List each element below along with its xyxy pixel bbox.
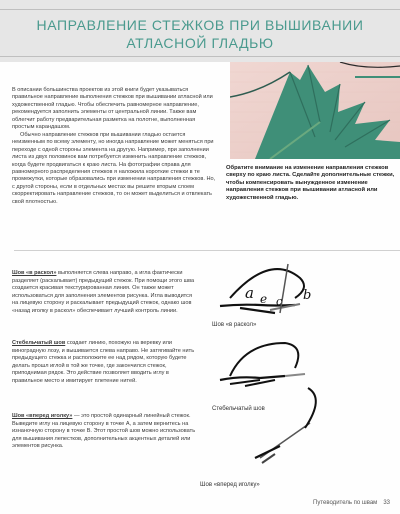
photo-caption: Обратите внимание на изменение направления стежков сверху по краю листа. Сделайте дополнительные стежки, чтобы компенсировать вынужденное изменение направления стежков при вышивании атласной или художественной гладью. — [226, 165, 395, 201]
page-number: 33 — [383, 500, 390, 506]
page-title-line2: АТЛАСНОЙ ГЛАДЬЮ — [126, 35, 274, 51]
header-rule-top — [0, 9, 400, 10]
intro-text — [12, 87, 218, 206]
stitch-illustrations — [200, 258, 400, 498]
split-stitch-diagram — [220, 264, 311, 313]
running-stitch-section — [12, 413, 197, 451]
caption-split-stitch: Шов «в раскол» — [212, 322, 257, 328]
stem-stitch-title: Стебельчатый шов — [12, 340, 66, 346]
running-stitch-text: — это простой одинарный линейный стежок. Выведите иглу на лицевую сторону в точке A, а затем вернитесь на изнаночную сторону в точке B. Этот простой шов можно использовать для вышивания лепестков, дополнительных акцентных деталей или элементов рисунка. — [12, 413, 196, 449]
label-b: b — [303, 288, 312, 303]
label-a: a — [245, 284, 254, 302]
intro-paragraph-1: В описании большинства проектов из этой книги будет указываться правильное направление выполнения стежков при вышивании атласной или художественной гладью. Чтобы обеспечить равномерное направление, рекомендуется заполнить элементы от центральной линии. Также вам облегчит работу предварительная разметка на полотне, выполненная простым карандашом. — [12, 87, 213, 131]
page-title-line1: НАПРАВЛЕНИЕ СТЕЖКОВ ПРИ ВЫШИВАНИИ — [36, 17, 364, 33]
split-stitch-title: Шов «в раскол» — [12, 270, 57, 276]
caption-running-stitch: Шов «вперед иголку» — [200, 482, 260, 488]
stem-stitch-section — [12, 340, 197, 385]
running-stitch-title: Шов «вперед иголку» — [12, 413, 73, 419]
header-rule-bottom — [0, 56, 400, 57]
embroidery-photo — [230, 62, 400, 159]
intro-paragraph-2: Обычно направление стежков при вышивании гладью остается неизменным по всему элементу, но иногда направление может меняться при переходе с одной стороны элемента на другую. Например, при заполнении листа из двух половинок вам потребуется изменить направление стежков, когда будете продвигаться к краю листа. На фотографии справа для равномерного распределения стежков я наложила короткие стежки в те промежутки, которые образовались при изменении направления стежков. Но, с другой стороны, если в отдельных местах вы решите вторым слоем скорректировать направление стежков, то он может выделиться и отвлекать свой плотностью. — [12, 131, 216, 205]
caption-stem-stitch: Стебельчатый шов — [212, 406, 265, 412]
split-stitch-text: выполняется слева направо, а игла фактически разделяет (раскалывает) предыдущий стежок. При помощи этого шва создается красивая текстурированная линия. Он также может использоваться для заполнения элементов рисунка. Игла выводится на лицевую сторону и раскалывает предыдущий стежок, однако шов «назад иголку в раскол» обеспечивает лучший контроль линии. — [12, 270, 195, 314]
stem-stitch-text: создает линию, похожую на веревку или виноградную лозу, и вышивается слева направо. Не затягивайте нить предыдущего стежка и расположите ее над рядом, которую будете делать прошл иглой в той же точке, где закончился стежок, приподнимая рядок. Это действие позволяет вводить иглу в правильное место и имитирует плетение нитей. — [12, 340, 195, 384]
footer-section-name: Путеводитель по швам — [313, 500, 378, 506]
page-footer — [307, 500, 390, 506]
label-c: c — [276, 295, 283, 308]
stem-stitch-diagram — [220, 343, 305, 386]
running-stitch-diagram — [255, 388, 316, 463]
split-stitch-section — [12, 270, 197, 315]
section-divider — [14, 250, 400, 251]
label-e: e — [260, 292, 268, 306]
